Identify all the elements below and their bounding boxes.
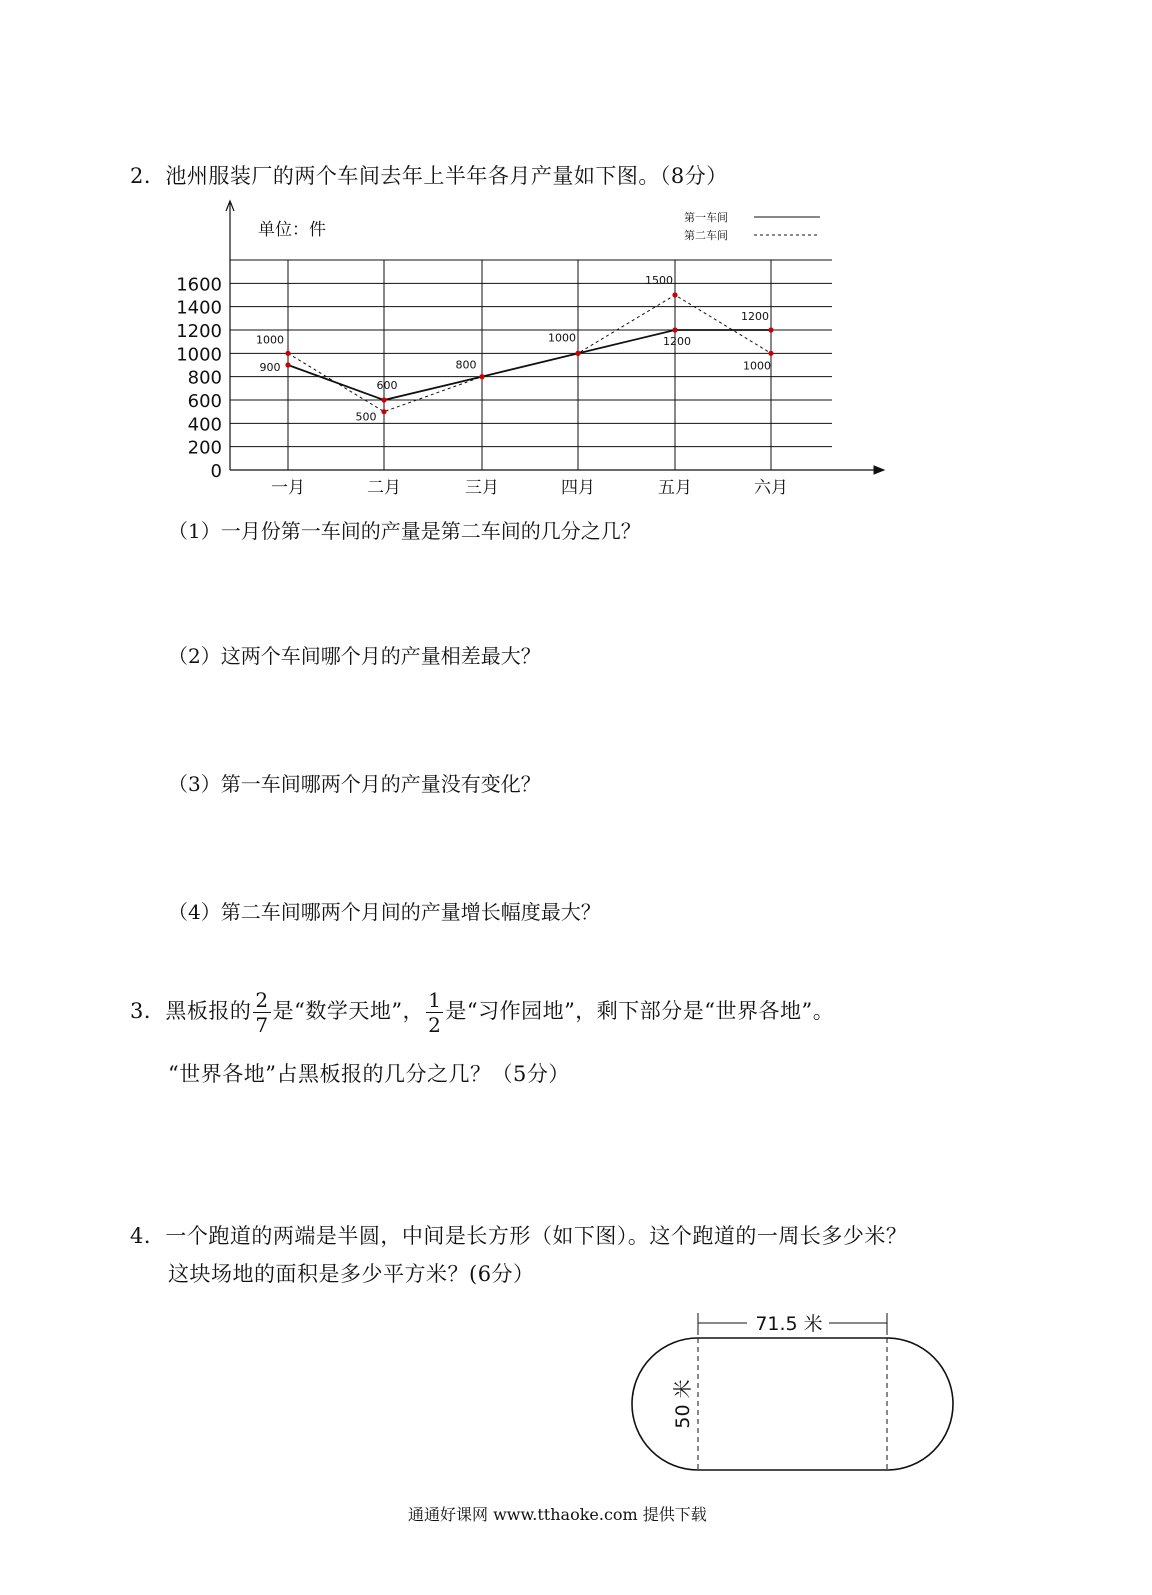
data-point [381, 397, 386, 402]
chart-unit-label: 单位：件 [258, 220, 326, 240]
question-3-mid-1: 是“数学天地”， [272, 999, 425, 1023]
question-2-sub-4: （4）第二车间哪两个月间的产量增长幅度最大？ [168, 900, 601, 924]
data-label: 1500 [645, 274, 673, 287]
data-label: 1000 [256, 333, 284, 347]
data-point [672, 292, 677, 297]
fraction-numerator: 1 [428, 988, 442, 1012]
x-tick-label: 六月 [754, 478, 788, 498]
y-tick-label: 0 [210, 461, 222, 482]
y-tick-label: 1000 [176, 344, 222, 366]
data-point [285, 351, 290, 356]
width-label: 50 米 [672, 1379, 694, 1429]
x-tick-label: 五月 [658, 478, 692, 498]
question-4-line-1: 4．一个跑道的两端是半圆，中间是长方形（如下图）。这个跑道的一周长多少米？ [130, 1224, 908, 1248]
question-3-line-2: “世界各地”占黑板报的几分之几？（5分） [168, 1062, 570, 1086]
fraction-one-half [426, 990, 443, 1035]
x-axis-arrow [874, 466, 884, 474]
legend-label: 第一车间 [684, 211, 728, 224]
y-tick-label: 600 [187, 391, 222, 412]
x-tick-label: 四月 [561, 478, 595, 498]
data-label: 1000 [548, 331, 576, 345]
data-point [285, 362, 290, 367]
question-2-sub-3: （3）第一车间哪两个月的产量没有变化？ [168, 772, 541, 796]
y-tick-label: 1200 [176, 321, 222, 342]
fraction-two-sevenths [253, 990, 270, 1035]
question-2-sub-2: （2）这两个车间哪个月的产量相差最大？ [168, 644, 541, 668]
data-point [768, 351, 773, 356]
question-2-sub-1: （1）一月份第一车间的产量是第二车间的几分之几？ [168, 519, 641, 543]
data-label: 600 [376, 379, 398, 392]
length-label: 71.5 米 [755, 1313, 823, 1335]
data-label: 800 [455, 358, 477, 372]
data-label: 500 [355, 410, 377, 424]
question-4-line-2: 这块场地的面积是多少平方米？(6分） [168, 1262, 535, 1286]
fraction-denominator: 7 [255, 1013, 269, 1037]
y-tick-label: 1400 [176, 297, 222, 319]
x-tick-label: 一月 [271, 478, 305, 498]
data-point [672, 327, 677, 332]
data-point [768, 327, 773, 332]
production-line-chart [160, 195, 900, 505]
question-3-mid-2: 是“习作园地”，剩下部分是“世界各地”。 [445, 999, 835, 1023]
legend-label: 第二车间 [684, 229, 728, 242]
data-label: 1000 [743, 359, 771, 373]
y-tick-label: 1600 [176, 274, 222, 296]
data-label: 900 [259, 361, 281, 374]
data-label: 1200 [741, 310, 769, 323]
question-2-title: 2．池州服装厂的两个车间去年上半年各月产量如下图。（8分） [130, 164, 728, 188]
data-label: 1200 [663, 335, 691, 348]
x-tick-label: 二月 [367, 478, 401, 498]
data-point [575, 351, 580, 356]
track-diagram [625, 1305, 965, 1480]
y-tick-label: 800 [187, 367, 222, 389]
fraction-numerator: 2 [255, 988, 269, 1012]
y-tick-label: 400 [187, 414, 222, 436]
page-footer: 通通好课网 www.tthaoke.com 提供下载 [408, 1505, 707, 1524]
y-tick-label: 200 [187, 437, 222, 459]
x-tick-label: 三月 [465, 478, 499, 498]
data-point [479, 374, 484, 379]
question-3-line-1 [130, 990, 834, 1035]
fraction-denominator: 2 [428, 1013, 442, 1037]
data-point [381, 409, 386, 414]
question-3-prefix: 3．黑板报的 [130, 999, 252, 1023]
